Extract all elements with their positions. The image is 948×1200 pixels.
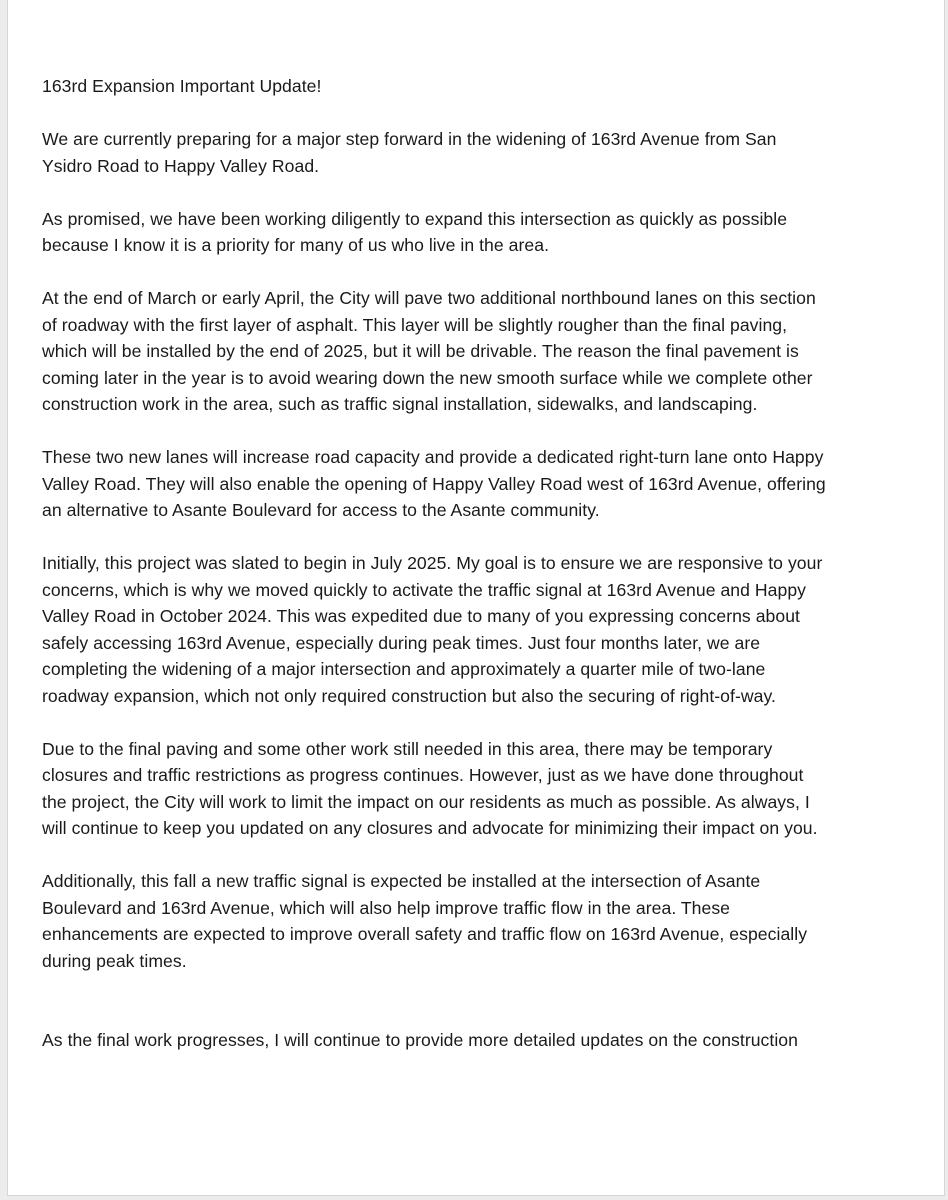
paragraph-line: We are currently preparing for a major step forward in the widening of 163rd Avenue from San (42, 129, 777, 149)
paragraph-line: completing the widening of a major intersection and approximately a quarter mile of two-lane (42, 659, 766, 679)
paragraph-4 (42, 444, 922, 524)
paragraph-line: will continue to keep you updated on any closures and advocate for minimizing their impact on you. (42, 818, 818, 838)
paragraph-line: As the final work progresses, I will continue to provide more detailed updates on the construction (42, 1030, 798, 1050)
document-title: 163rd Expansion Important Update! (42, 76, 322, 96)
paragraph-line: during peak times. (42, 950, 187, 971)
paragraph-2 (42, 206, 922, 259)
paragraph-line: enhancements are expected to improve overall safety and traffic flow on 163rd Avenue, especially (42, 924, 808, 944)
paragraph-line: which will be installed by the end of 2025, but it will be drivable. The reason the final pavement is (42, 341, 799, 361)
paragraph-line: concerns, which is why we moved quickly to activate the traffic signal at 163rd Avenue and Happy (42, 579, 807, 600)
paragraph-line: of roadway with the first layer of asphalt. This layer will be slightly rougher than the final paving, (42, 314, 788, 335)
paragraph-3 (42, 285, 922, 418)
paragraph-line: closures and traffic restrictions as progress continues. However, just as we have done throughout (42, 765, 804, 785)
paragraph-1 (42, 126, 922, 179)
document-page (7, 0, 945, 1196)
paragraph-7 (42, 868, 922, 974)
paragraph-8 (42, 1027, 922, 1054)
paragraph-line: because I know it is a priority for many of us who live in the area. (42, 235, 550, 255)
paragraph-line: Additionally, this fall a new traffic signal is expected be installed at the intersection of Asante (42, 871, 761, 891)
paragraph-line: Initially, this project was slated to begin in July 2025. My goal is to ensure we are responsive to your (42, 553, 823, 573)
paragraph-line: As promised, we have been working diligently to expand this intersection as quickly as possible (42, 208, 788, 229)
paragraph-line: coming later in the year is to avoid wearing down the new smooth surface while we complete other (42, 367, 813, 388)
paragraph-line: the project, the City will work to limit the impact on our residents as much as possible. As always, I (42, 791, 810, 812)
paragraph-6 (42, 736, 922, 842)
paragraph-line: Valley Road. They will also enable the opening of Happy Valley Road west of 163rd Avenue, offering (42, 473, 826, 494)
paragraph-line: Valley Road in October 2024. This was expedited due to many of you expressing concerns about (42, 606, 800, 626)
paragraph-line: Due to the final paving and some other work still needed in this area, there may be temporary (42, 738, 773, 759)
paragraph-line: safely accessing 163rd Avenue, especially during peak times. Just four months later, we are (42, 632, 761, 653)
paragraph-line: roadway expansion, which not only required construction but also the securing of right-of-way. (42, 685, 776, 706)
paragraph-line: construction work in the area, such as traffic signal installation, sidewalks, and landscaping. (42, 394, 758, 414)
paragraph-5 (42, 550, 922, 709)
paragraph-line: At the end of March or early April, the City will pave two additional northbound lanes on this section (42, 288, 816, 308)
document-title-block (42, 73, 922, 100)
paragraph-line: These two new lanes will increase road capacity and provide a dedicated right-turn lane onto Happy (42, 447, 824, 467)
paragraph-line: an alternative to Asante Boulevard for access to the Asante community. (42, 500, 600, 520)
document-body (42, 73, 922, 1080)
paragraph-line: Boulevard and 163rd Avenue, which will also help improve traffic flow in the area. These (42, 897, 731, 918)
paragraph-line: Ysidro Road to Happy Valley Road. (42, 155, 320, 176)
